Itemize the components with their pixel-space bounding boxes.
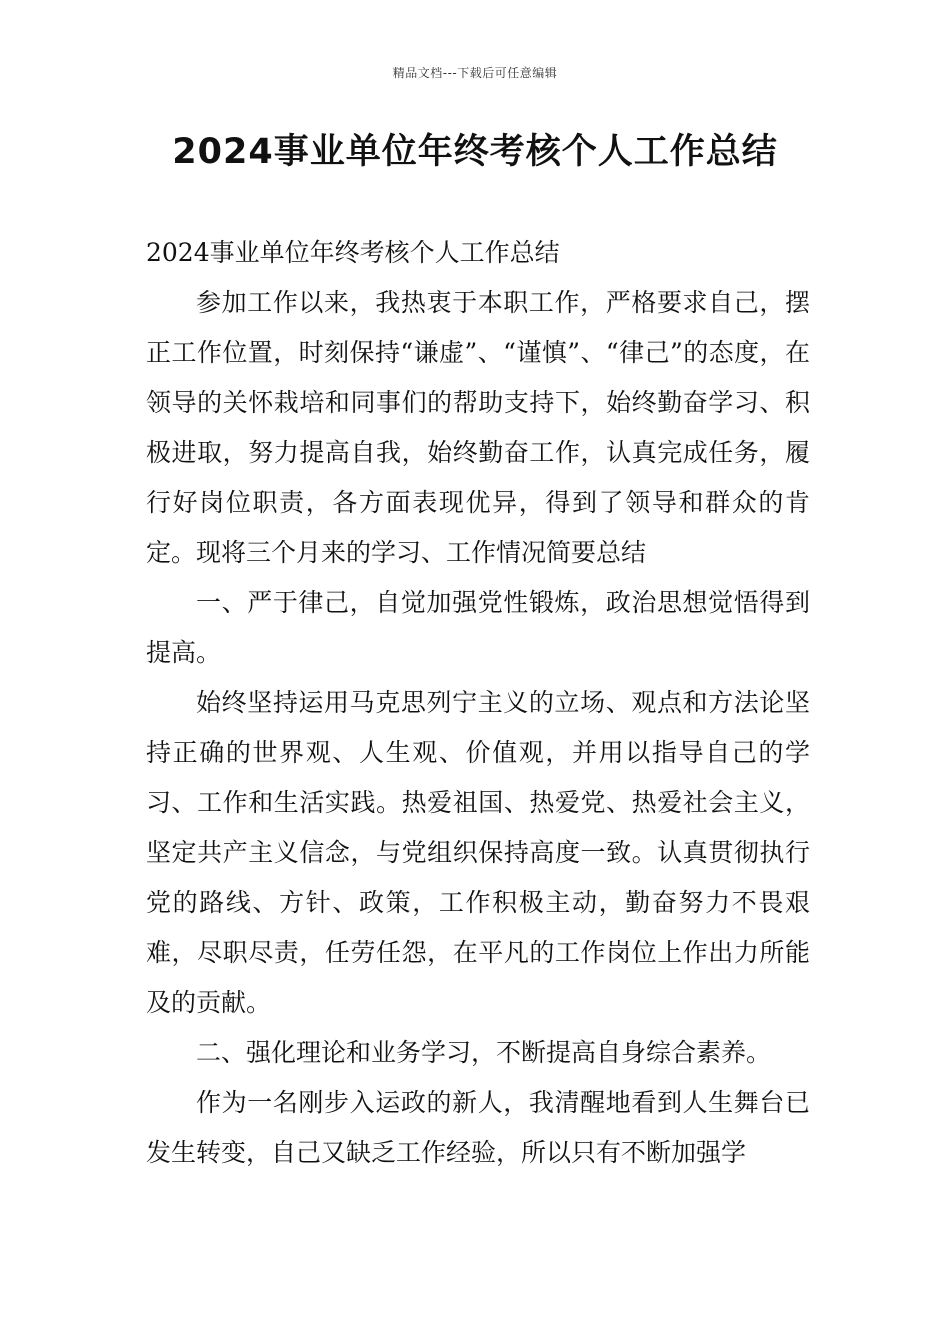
paragraph-section-1-body: 始终坚持运用马克思列宁主义的立场、观点和方法论坚持正确的世界观、人生观、价值观，并用以指导自己的学习、工作和生活实践。热爱祖国、热爱党、热爱社会主义，坚定共产主义信念，与党组织保持高度一致。认真贯彻执行党的路线、方针、政策，工作积极主动，勤奋努力不畏艰难，尽职尽责，任劳任怨，在平凡的工作岗位上作出力所能及的贡献。 <box>146 688 810 1017</box>
paragraph-section-1-heading: 一、严于律己，自觉加强党性锻炼，政治思想觉悟得到提高。 <box>146 588 810 667</box>
document-title: 2024事业单位年终考核个人工作总结 <box>172 132 778 172</box>
header-note: 精品文档---下载后可任意编辑 <box>392 66 558 80</box>
paragraph-intro: 参加工作以来，我热衷于本职工作，严格要求自己，摆正工作位置，时刻保持“谦虚”、“谨慎”、“律己”的态度，在领导的关怀栽培和同事们的帮助支持下，始终勤奋学习、积极进取，努力提高自我，始终勤奋工作，认真完成任务，履行好岗位职责，各方面表现优异，得到了领导和群众的肯定。现将三个月来的学习、工作情况简要总结 <box>146 288 810 567</box>
paragraph-subtitle: 2024事业单位年终考核个人工作总结 <box>146 238 560 267</box>
document-body <box>146 228 810 1178</box>
paragraph-section-2-heading: 二、强化理论和业务学习，不断提高自身综合素养。 <box>196 1038 772 1067</box>
paragraph-section-2-body: 作为一名刚步入运政的新人，我清醒地看到人生舞台已发生转变，自己又缺乏工作经验，所以只有不断加强学 <box>146 1088 810 1167</box>
